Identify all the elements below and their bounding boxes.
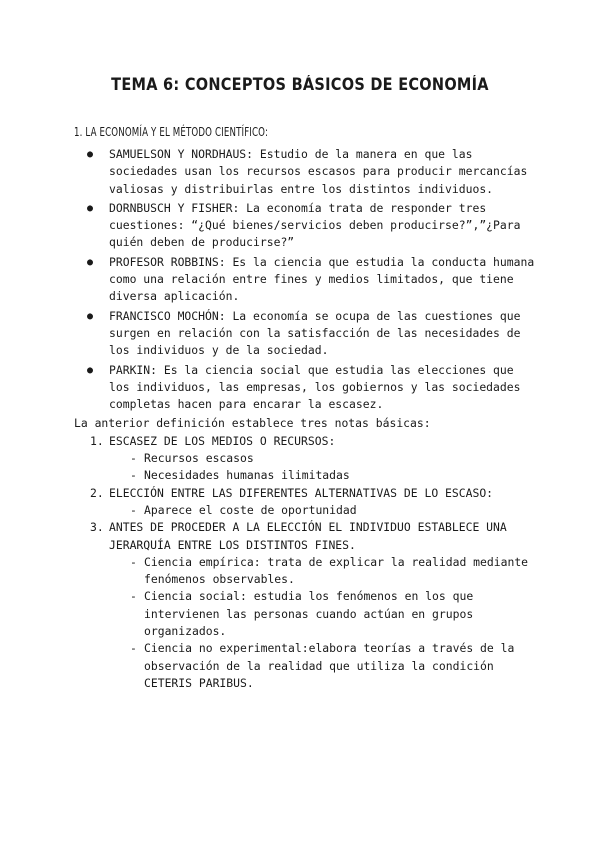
page-title: TEMA 6: CONCEPTOS BÁSICOS DE ECONOMÍA [111, 75, 489, 94]
note-item [74, 485, 540, 520]
section-heading: 1. LA ECONOMÍA Y EL MÉTODO CIENTÍFICO: [74, 125, 269, 139]
note-subitems [109, 450, 540, 485]
definition-item: ● FRANCISCO MOCHÓN: La economía se ocupa de las cuestiones que surgen en relación con la satisfacción de las necesidades de los individuos y de la sociedad. [74, 308, 540, 360]
note-subitem: - Necesidades humanas ilimitadas [109, 467, 540, 484]
note-subitem: - Ciencia social: estudia los fenómenos en los que intervienen las personas cuando actúan en grupos organizados. [109, 588, 540, 640]
note-text: ELECCIÓN ENTRE LAS DIFERENTES ALTERNATIVAS DE LO ESCASO: [109, 485, 494, 500]
definition-item: ● SAMUELSON Y NORDHAUS: Estudio de la manera en que las sociedades usan los recursos escasos para producir mercancías valiosas y distribuirlas entre los distintos individuos. [74, 146, 540, 198]
definition-item: ● PARKIN: Es la ciencia social que estudia las elecciones que los individuos, las empresas, los gobiernos y las sociedades completas hacen para encarar la escasez. [74, 362, 540, 414]
definition-item: ● DORNBUSCH Y FISHER: La economía trata de responder tres cuestiones: “¿Qué bienes/servicios deben producirse?”,”¿Para quién deben de producirse?” [74, 200, 540, 252]
note-number: 1. [90, 433, 104, 448]
note-subitem: - Aparece el coste de oportunidad [109, 502, 540, 519]
note-subitem: - Ciencia empírica: trata de explicar la realidad mediante fenómenos observables. [109, 554, 540, 589]
note-number: 3. [90, 520, 104, 535]
note-subitem: - Recursos escasos [109, 450, 540, 467]
definitions-list [74, 146, 540, 413]
note-subitem: - Ciencia no experimental:elabora teorías a través de la observación de la realidad que utiliza la condición CETERIS PARIBUS. [109, 640, 540, 692]
note-number: 2. [90, 485, 104, 500]
note-item [74, 519, 540, 692]
note-text: ANTES DE PROCEDER A LA ELECCIÓN EL INDIVIDUO ESTABLECE UNA JERARQUÍA ENTRE LOS DISTINTOS FINES. [109, 520, 507, 552]
note-text: ESCASEZ DE LOS MEDIOS O RECURSOS: [109, 433, 336, 448]
basic-notes-list [74, 433, 540, 692]
note-item [74, 433, 540, 485]
document-body [74, 146, 540, 692]
definition-item: ● PROFESOR ROBBINS: Es la ciencia que estudia la conducta humana como una relación entre fines y medios limitados, que tiene diversa aplicación. [74, 254, 540, 306]
note-subitems [109, 502, 540, 519]
intro-text: La anterior definición establece tres notas básicas: [74, 416, 431, 431]
note-subitems [109, 554, 540, 692]
